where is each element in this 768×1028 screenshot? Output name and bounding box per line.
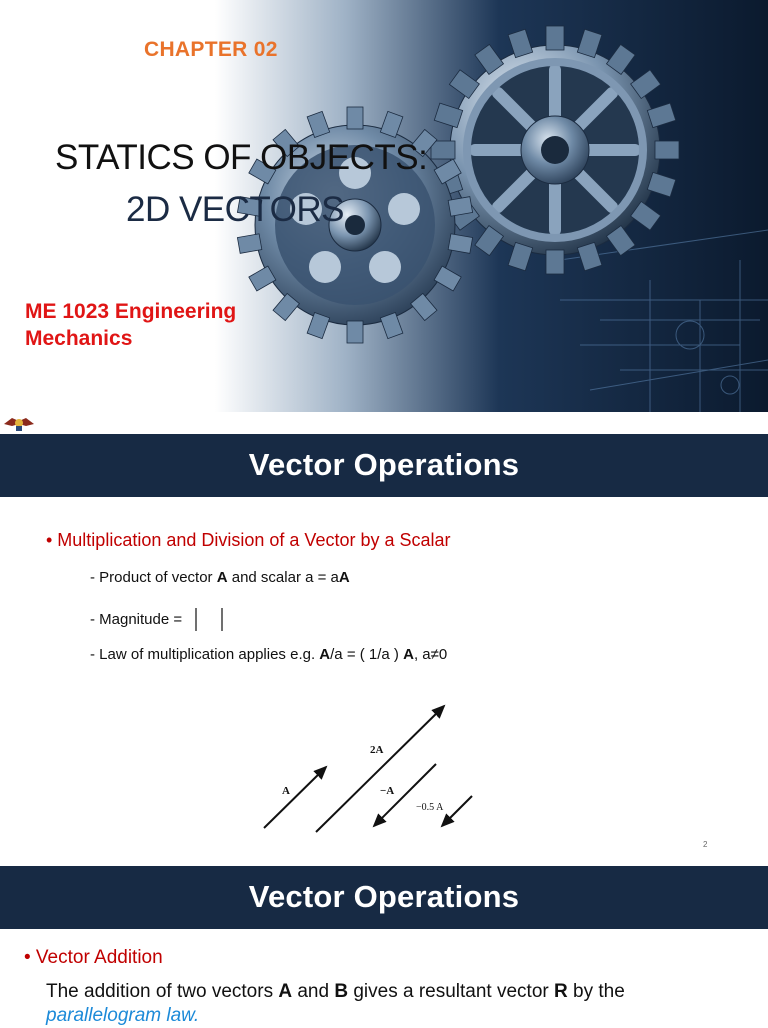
law-line — [90, 646, 447, 663]
slide2-header-title: Vector Operations — [248, 447, 520, 482]
by-text: by the — [567, 981, 625, 1002]
slide3-header-title: Vector Operations — [248, 879, 520, 914]
vector-a-bold: A — [216, 569, 228, 586]
magnitude-text: - Magnitude = — [90, 610, 187, 628]
slide2-bullet: • Multiplication and Division of a Vector by a Scalar — [46, 530, 451, 550]
law-suffix: , a≠0 — [413, 646, 448, 663]
product-line — [90, 569, 350, 586]
product-text: - Product of vector — [90, 569, 217, 586]
label-2a: 2A — [370, 744, 384, 756]
vector-addition-text — [46, 980, 625, 1028]
vector-a-arrow — [264, 767, 326, 828]
vector-b-bold: B — [334, 981, 349, 1002]
vector-scaling-diagram — [250, 696, 490, 836]
vector-2a-arrow — [316, 706, 444, 832]
vector-a-bold-2: A — [338, 569, 350, 586]
vector-r-bold: R — [554, 981, 568, 1002]
title-slide — [0, 0, 768, 412]
resultant-text: gives a resultant vector — [348, 981, 555, 1002]
law-text: - Law of multiplication applies e.g. — [90, 646, 320, 663]
page-number: 2 — [703, 840, 708, 849]
addition-text: The addition of two vectors — [46, 981, 279, 1002]
chapter-label: CHAPTER 02 — [144, 38, 278, 61]
slide-title-line2: 2D VECTORS — [126, 190, 345, 229]
and-text: and — [292, 981, 335, 1002]
vector-neg-half-a-arrow — [442, 796, 472, 826]
magnitude-line — [90, 607, 248, 633]
law-mid-text: /a = ( 1/a ) — [330, 646, 404, 663]
slide3-header — [0, 866, 768, 929]
label-neg-a: −A — [380, 785, 395, 797]
slide2-header — [0, 434, 768, 497]
course-line1: ME 1023 Engineering — [25, 300, 237, 323]
vector-a-bold-3: A — [278, 981, 293, 1002]
law-vector-a-2: A — [403, 646, 414, 663]
university-logo-icon — [2, 412, 36, 434]
label-a: A — [282, 785, 290, 797]
slide3-bullet: • Vector Addition — [24, 947, 163, 968]
absolute-value-bars-icon — [188, 607, 248, 633]
law-vector-a: A — [319, 646, 331, 663]
parallelogram-law-link[interactable]: parallelogram law. — [46, 1005, 200, 1026]
product-mid-text: and scalar a = a — [227, 569, 339, 586]
course-name — [25, 298, 236, 352]
slide-title-line1: STATICS OF OBJECTS: — [55, 138, 428, 177]
label-neg-half-a: −0.5 A — [416, 802, 444, 813]
course-line2: Mechanics — [25, 327, 133, 350]
